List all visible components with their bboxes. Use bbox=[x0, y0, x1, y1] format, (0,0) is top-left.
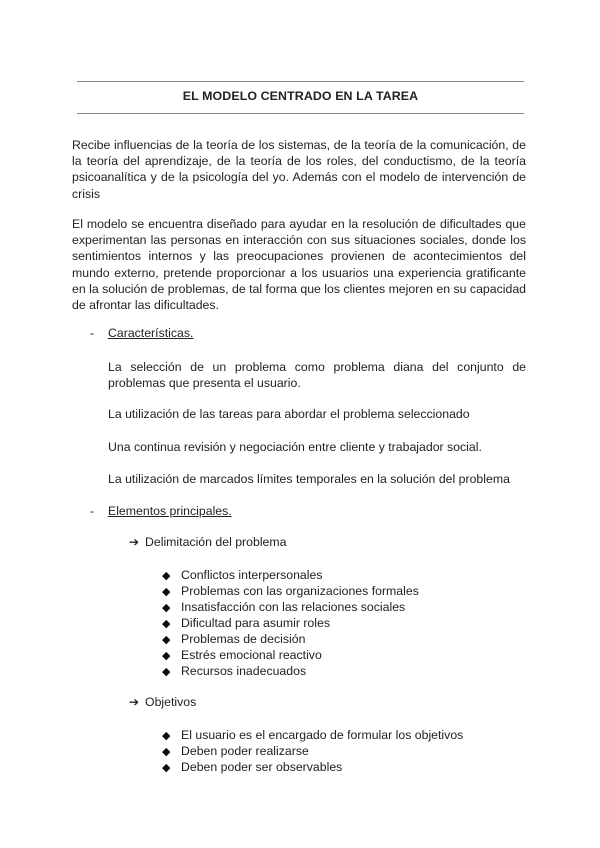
delimitacion-list bbox=[162, 567, 419, 679]
caracteristica-item: La utilización de las tareas para abordar el problema seleccionado bbox=[108, 407, 470, 421]
list-item bbox=[162, 615, 419, 631]
dash-bullet: - bbox=[90, 326, 95, 340]
list-item bbox=[162, 567, 419, 583]
list-item-text: Recursos inadecuados bbox=[181, 664, 307, 678]
delimitacion-subheading bbox=[129, 535, 286, 549]
delimitacion-label: Delimitación del problema bbox=[145, 535, 287, 549]
diamond-bullet-icon: ◆ bbox=[162, 634, 171, 646]
diamond-bullet-icon: ◆ bbox=[162, 650, 171, 662]
diamond-bullet-icon: ◆ bbox=[162, 570, 171, 582]
caracteristica-item: La selección de un problema como problema diana del conjunto de problemas que presenta el usuario. bbox=[108, 360, 526, 391]
list-item bbox=[162, 727, 463, 743]
document-title: EL MODELO CENTRADO EN LA TAREA bbox=[182, 89, 419, 103]
title-bottom-rule bbox=[77, 113, 524, 114]
diamond-bullet-icon: ◆ bbox=[162, 666, 171, 678]
diamond-bullet-icon: ◆ bbox=[162, 746, 171, 758]
diamond-bullet-icon: ◆ bbox=[162, 762, 171, 774]
caracteristica-item: Una continua revisión y negociación entre cliente y trabajador social. bbox=[108, 440, 482, 454]
diamond-bullet-icon: ◆ bbox=[162, 586, 171, 598]
list-item bbox=[162, 759, 463, 775]
list-item-text: Dificultad para asumir roles bbox=[181, 616, 330, 630]
model-paragraph: El modelo se encuentra diseñado para ayudar en la resolución de dificultades que experimentan las personas en interacción con sus situaciones sociales, donde los sentimientos internos y las preocupaciones provienen de acontecimientos del mundo externo, pretende proporcionar a los usuarios una experiencia gratificante en la solución de problemas, de tal forma que los clientes mejoren en su capacidad de afrontar las dificultades. bbox=[72, 217, 526, 313]
list-item bbox=[162, 631, 419, 647]
objetivos-list bbox=[162, 727, 463, 775]
dash-bullet: - bbox=[90, 504, 95, 518]
arrow-right-icon: ➔ bbox=[129, 535, 140, 549]
objetivos-subheading bbox=[129, 695, 196, 709]
objetivos-label: Objetivos bbox=[145, 695, 197, 709]
caracteristica-item: La utilización de marcados límites temporales en la solución del problema bbox=[108, 472, 510, 486]
diamond-bullet-icon: ◆ bbox=[162, 618, 171, 630]
list-item-text: Deben poder ser observables bbox=[181, 760, 343, 774]
intro-paragraph: Recibe influencias de la teoría de los sistemas, de la teoría de la comunicación, de la teoría del aprendizaje, de la teoría de los roles, del conductismo, de la teoría psicoanalítica y de la psicología del yo. Además con el modelo de intervención de crisis bbox=[72, 138, 526, 201]
list-item-text: Deben poder realizarse bbox=[181, 744, 309, 758]
list-item-text: Estrés emocional reactivo bbox=[181, 648, 322, 662]
diamond-bullet-icon: ◆ bbox=[162, 602, 171, 614]
list-item bbox=[162, 599, 419, 615]
arrow-right-icon: ➔ bbox=[129, 695, 140, 709]
elementos-heading: Elementos principales. bbox=[108, 504, 232, 518]
caracteristicas-heading: Características. bbox=[108, 326, 194, 340]
list-item-text: Conflictos interpersonales bbox=[181, 568, 323, 582]
list-item-text: El usuario es el encargado de formular los objetivos bbox=[181, 728, 464, 742]
list-item bbox=[162, 743, 463, 759]
list-item-text: Problemas con las organizaciones formales bbox=[181, 584, 419, 598]
list-item-text: Insatisfacción con las relaciones sociales bbox=[181, 600, 406, 614]
title-top-rule bbox=[77, 81, 524, 82]
diamond-bullet-icon: ◆ bbox=[162, 730, 171, 742]
list-item-text: Problemas de decisión bbox=[181, 632, 306, 646]
list-item bbox=[162, 647, 419, 663]
list-item bbox=[162, 583, 419, 599]
list-item bbox=[162, 663, 419, 679]
